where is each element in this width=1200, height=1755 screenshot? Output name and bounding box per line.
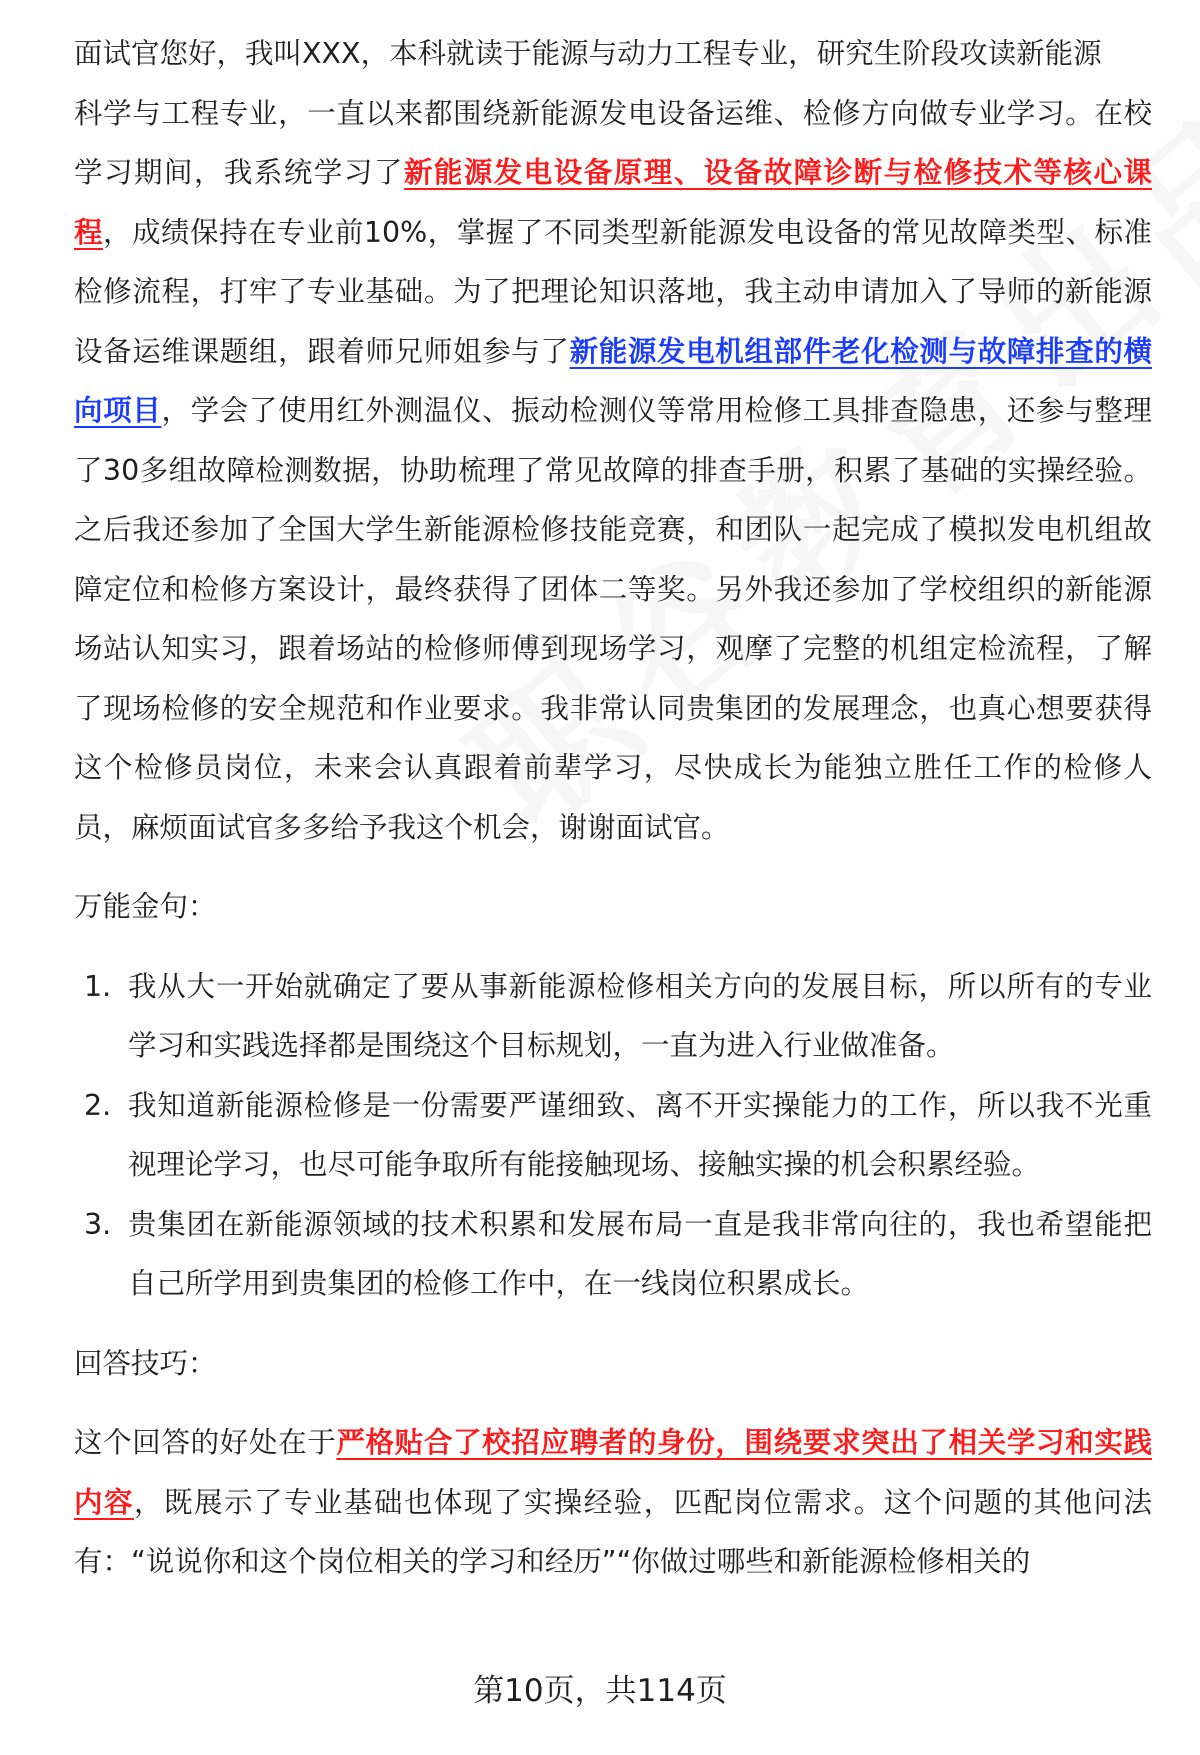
tips-paragraph bbox=[74, 1413, 1152, 1592]
page-number: 第10页，共114页 bbox=[473, 1673, 727, 1709]
tips-text-2: ，既展示了专业基础也体现了实操经验，匹配岗位需求。这个问题的其他问法有：“说说你和这个岗位相关的学习和经历”“你做过哪些和新能源检修相关的 bbox=[74, 1485, 1152, 1578]
list-text: 我从大一开始就确定了要从事新能源检修相关方向的发展目标，所以所有的专业学习和实践选择都是围绕这个目标规划，一直为进入行业做准备。 bbox=[128, 969, 1152, 1062]
document-body bbox=[74, 30, 1152, 1592]
list-text: 我知道新能源检修是一份需要严谨细致、离不开实操能力的工作，所以我不光重视理论学习，也尽可能争取所有能接触现场、接触实操的机会积累经验。 bbox=[128, 1088, 1152, 1181]
list-item bbox=[74, 1076, 1152, 1195]
golden-sentences-list bbox=[74, 957, 1152, 1314]
golden-sentences-heading: 万能金句： bbox=[74, 890, 217, 923]
intro-text-3: ，学会了使用红外测温仪、振动检测仪等常用检修工具排查隐患，还参与整理了30多组故障检测数据，协助梳理了常见故障的排查手册，积累了基础的实操经验。之后我还参加了全国大学生新能源检修技能竞赛，和团队一起完成了模拟发电机组故障定位和检修方案设计，最终获得了团体二等奖。另外我还参加了学校组织的新能源场站认知实习，跟着场站的检修师傅到现场学习，观摩了完整的机组定检流程，了解了现场检修的安全规范和作业要求。我非常认同贵集团的发展理念，也真心想要获得这个检修员岗位，未来会认真跟着前辈学习，尽快成长为能独立胜任工作的检修人员，麻烦面试官多多给予我这个机会，谢谢面试官。 bbox=[74, 394, 1152, 844]
list-number: 1. bbox=[84, 969, 112, 1003]
intro-paragraph bbox=[74, 84, 1152, 858]
list-number: 2. bbox=[84, 1088, 112, 1122]
highlight-project-link[interactable]: 新能源发电机组部件老化检测与故障排查的横向项目 bbox=[74, 334, 1152, 427]
intro-text-2: ，成绩保持在专业前10%，掌握了不同类型新能源发电设备的常见故障类型、标准检修流程，打牢了专业基础。为了把理论知识落地，我主动申请加入了导师的新能源设备运维课题组，跟着师兄师姐参与了 bbox=[74, 215, 1152, 368]
intro-text-1: 科学与工程专业，一直以来都围绕新能源发电设备运维、检修方向做专业学习。在校学习期间，我系统学习了 bbox=[74, 96, 1152, 189]
tips-text-1: 这个回答的好处在于 bbox=[74, 1426, 337, 1459]
cut-off-line: 面试官您好，我叫XXX，本科就读于能源与动力工程专业，研究生阶段攻读新能源 bbox=[74, 37, 1102, 70]
answer-tips-heading: 回答技巧： bbox=[74, 1346, 217, 1380]
list-number: 3. bbox=[84, 1207, 112, 1241]
list-text: 贵集团在新能源领域的技术积累和发展布局一直是我非常向往的，我也希望能把自己所学用到贵集团的检修工作中，在一线岗位积累成长。 bbox=[128, 1207, 1152, 1300]
highlight-courses: 新能源发电设备原理、设备故障诊断与检修技术等核心课程 bbox=[74, 156, 1152, 249]
highlight-identity: 严格贴合了校招应聘者的身份，围绕要求突出了相关学习和实践内容 bbox=[74, 1426, 1152, 1519]
list-item bbox=[74, 1195, 1152, 1314]
list-item bbox=[74, 957, 1152, 1076]
